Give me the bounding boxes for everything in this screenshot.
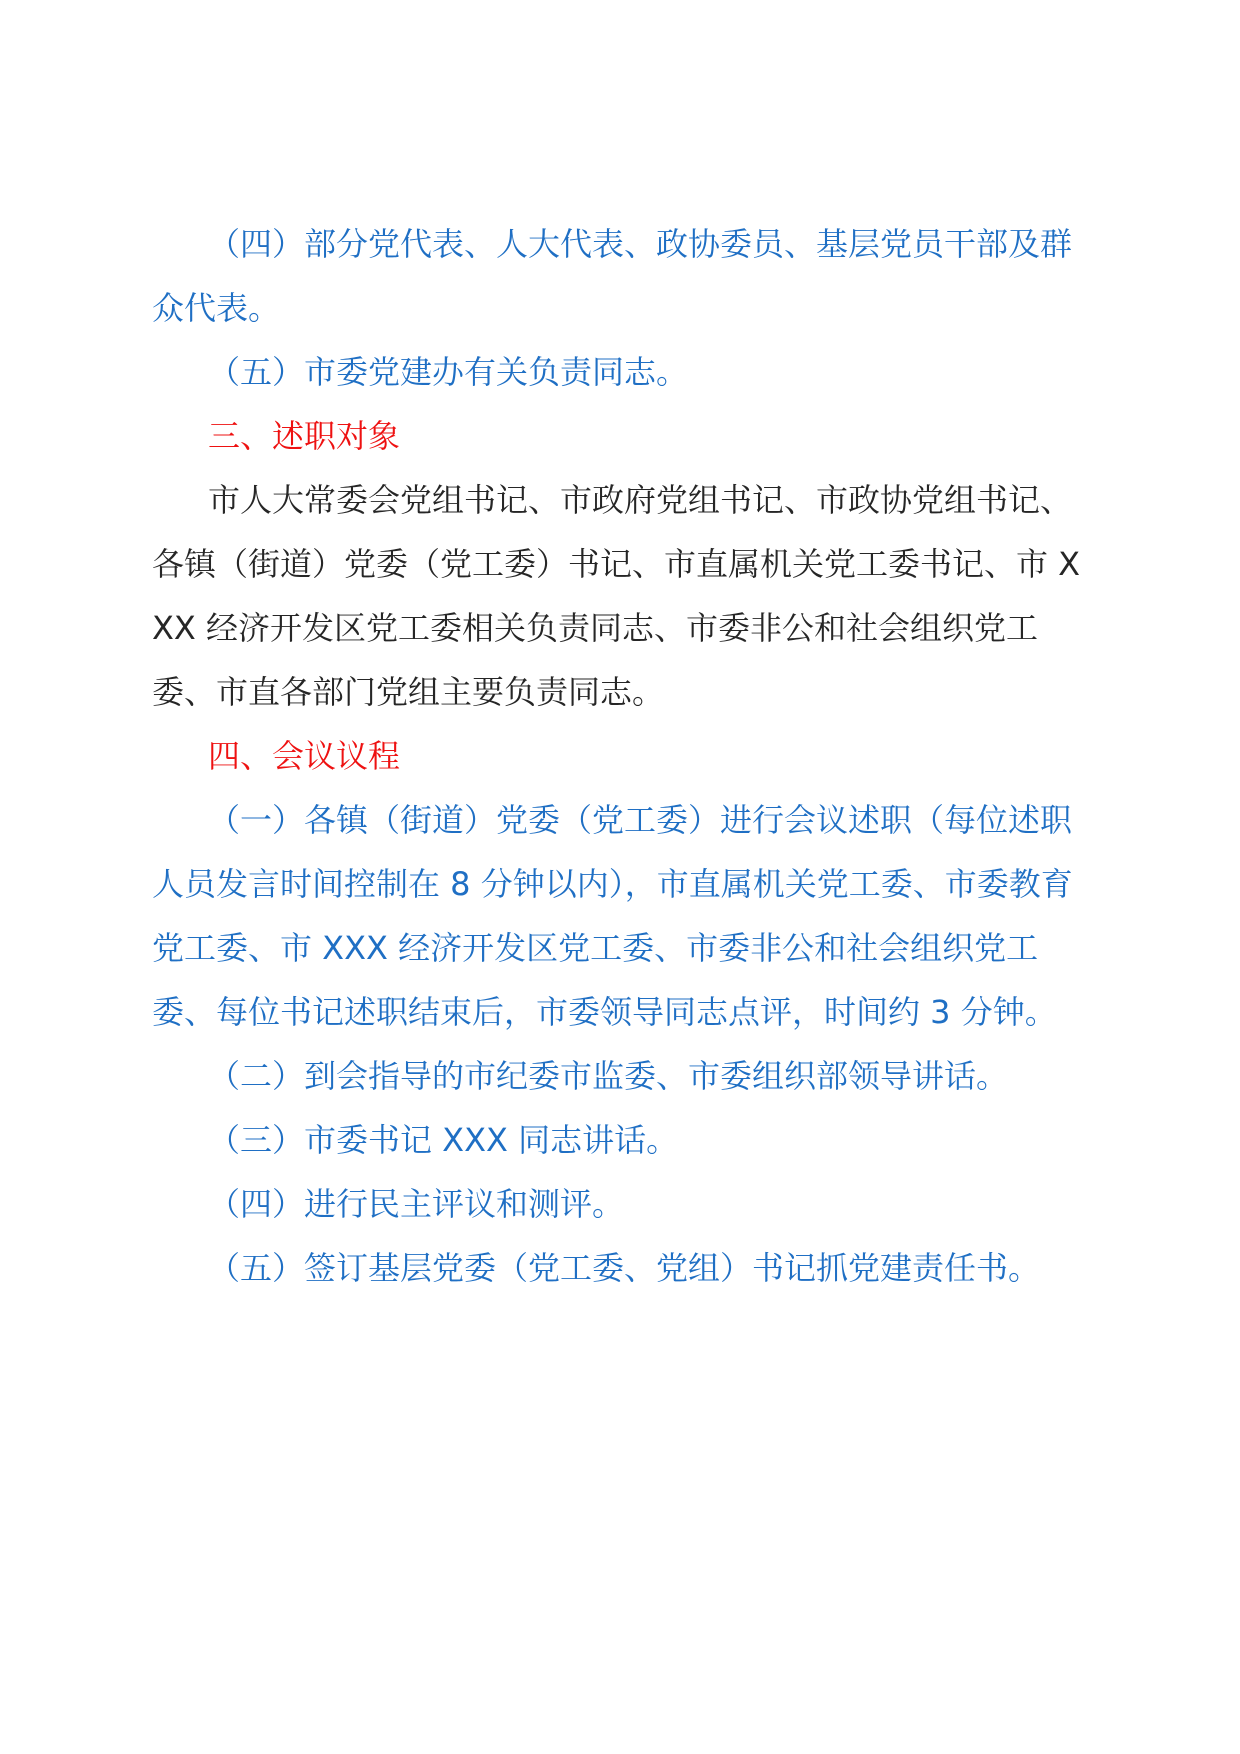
agenda-item-5: （五）签订基层党委（党工委、党组）书记抓党建责任书。 [208,1249,1041,1287]
agenda-item-1: （一）各镇（街道）党委（党工委）进行会议述职（每位述职人员发言时间控制在 8 分钟以内），市直属机关党工委、市委教育党工委、市 XXX 经济开发区党工委、市委非公和社会组织党工委、每位书记述职结束后，市委领导同志点评，时间约 3 分钟。 [152,801,1073,1031]
agenda-item-4: （四）进行民主评议和测评。 [208,1185,625,1223]
section-heading-agenda: 四、会议议程 [208,737,401,775]
agenda-item-2: （二）到会指导的市纪委市监委、市委组织部领导讲话。 [208,1057,1009,1095]
section-heading-report-subjects: 三、述职对象 [208,417,401,455]
agenda-item-3: （三）市委书记 XXX 同志讲话。 [208,1121,679,1159]
document-body [152,212,1094,1300]
paragraph-report-subjects: 市人大常委会党组书记、市政府党组书记、市政协党组书记、各镇（街道）党委（党工委）书记、市直属机关党工委书记、市 XXX 经济开发区党工委相关负责同志、市委非公和社会组织党工委、市直各部门党组主要负责同志。 [152,481,1081,711]
paragraph-attendees-office: （五）市委党建办有关负责同志。 [208,353,689,391]
paragraph-attendees-delegates: （四）部分党代表、人大代表、政协委员、基层党员干部及群众代表。 [152,225,1073,327]
